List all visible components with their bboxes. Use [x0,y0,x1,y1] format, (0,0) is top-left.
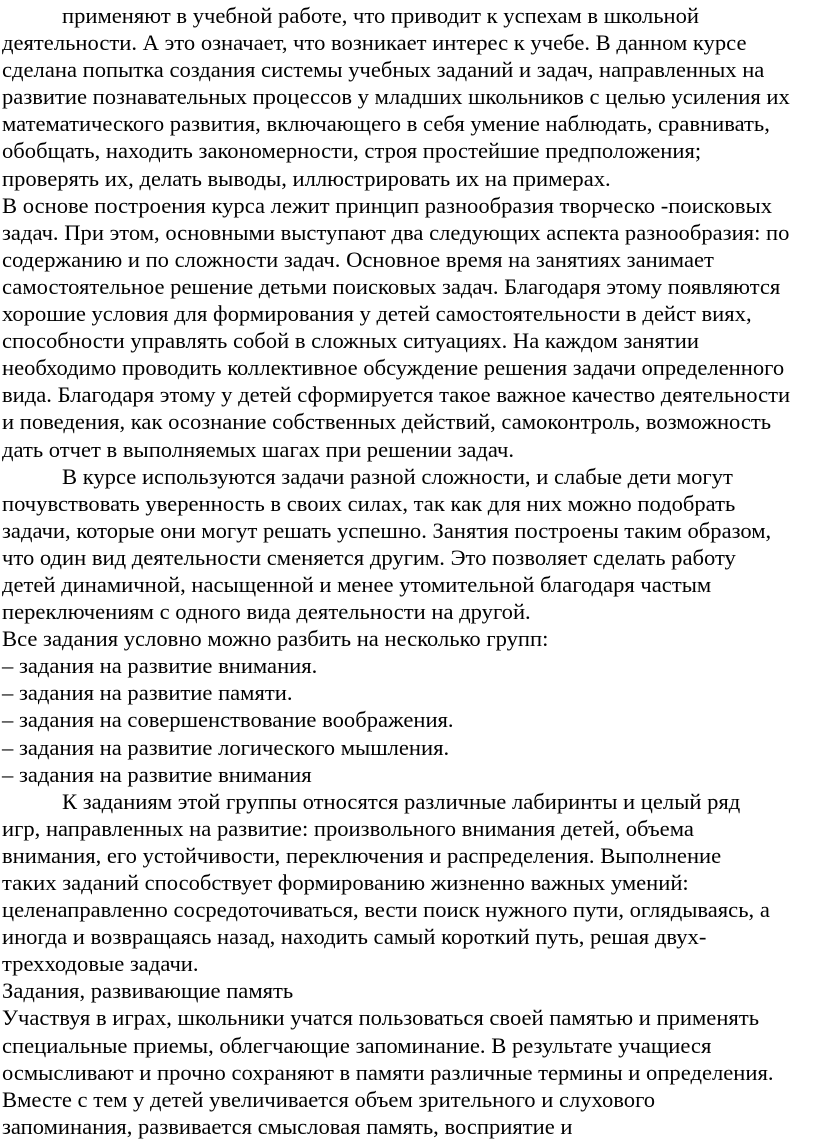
section-heading: Задания, развивающие память [2,978,294,1004]
text-line: дать отчет в выполняемых шагах при решении задач. [2,436,515,462]
text-line: специальные приемы, облегчающие запоминание. В результате учащиеся [2,1032,712,1058]
text-line: детей динамичной, насыщенной и менее утомительной благодаря частым [2,571,712,597]
text-line: переключениям с одного вида деятельности на другой. [2,599,531,625]
text-line: К заданиям этой группы относятся различные лабиринты и целый ряд [62,788,741,814]
text-line: что один вид деятельности сменяется другим. Это позволяет сделать работу [2,544,736,570]
text-line: Вместе с тем у детей увеличивается объем зрительного и слухового [2,1086,656,1112]
text-line: почувствовать уверенность в своих силах, так как для них можно подобрать [2,490,736,516]
text-line: хорошие условия для формирования у детей самостоятельности в дейст виях, [2,301,752,327]
text-line: игр, направленных на развитие: произвольного внимания детей, объема [2,815,694,841]
text-line: развитие познавательных процессов у младших школьников с целью усиления их [2,84,790,110]
text-line: запоминания, развивается смысловая память, восприятие и [2,1113,573,1139]
text-line: осмысливают и прочно сохраняют в памяти различные термины и определения. [2,1059,774,1085]
text-line: сделана попытка создания системы учебных заданий и задач, направленных на [2,57,765,83]
text-line: деятельности. А это означает, что возникает интерес к учебе. В данном курсе [2,30,747,56]
text-line: целенаправленно сосредоточиваться, вести поиск нужного пути, оглядываясь, а [2,897,770,923]
text-line: задачи, которые они могут решать успешно. Занятия построены таким образом, [2,517,772,543]
text-line: и поведения, как осознание собственных действий, самоконтроль, возможность [2,409,772,435]
text-line: применяют в учебной работе, что приводит к успехам в школьной [62,3,700,28]
list-item: – задания на развитие памяти. [2,680,293,706]
text-line: трехходовые задачи. [2,951,199,977]
text-line: самостоятельное решение детьми поисковых задач. Благодаря этому появляются [2,273,781,299]
list-item: – задания на совершенствование воображения. [2,707,454,733]
text-line: иногда и возвращаясь назад, находить самый короткий путь, решая двух- [2,924,707,950]
text-line: задач. При этом, основными выступают два следующих аспекта разнообразия: по [2,219,790,245]
list-item: – задания на развитие логического мышления. [2,734,450,760]
text-line: содержанию и по сложности задач. Основное время на занятиях занимает [2,246,714,272]
text-line: способности управлять собой в сложных ситуациях. На каждом занятии [2,328,699,354]
list-item: – задания на развитие внимания. [2,653,318,679]
text-line: В курсе используются задачи разной сложности, и слабые дети могут [62,463,733,489]
text-line: внимания, его устойчивости, переключения и распределения. Выполнение [2,842,722,868]
text-line: обобщать, находить закономерности, строя простейшие предположения; [2,138,702,164]
text-line: Все задания условно можно разбить на несколько групп: [2,626,549,652]
text-line: таких заданий способствует формированию жизненно важных умений: [2,870,689,895]
text-line: Участвуя в играх, школьники учатся пользоваться своей памятью и применять [2,1005,759,1031]
text-line: вида. Благодаря этому у детей сформируется такое важное качество деятельности [2,382,791,408]
text-line: математического развития, включающего в себя умение наблюдать, сравнивать, [2,111,770,137]
text-line: проверять их, делать выводы, иллюстрировать их на примерах. [2,165,611,191]
text-line: В основе построения курса лежит принцип разнообразия творческо -поисковых [2,192,772,218]
text-line: необходимо проводить коллективное обсуждение решения задачи определенного [2,355,785,381]
list-item: – задания на развитие внимания [2,761,312,787]
